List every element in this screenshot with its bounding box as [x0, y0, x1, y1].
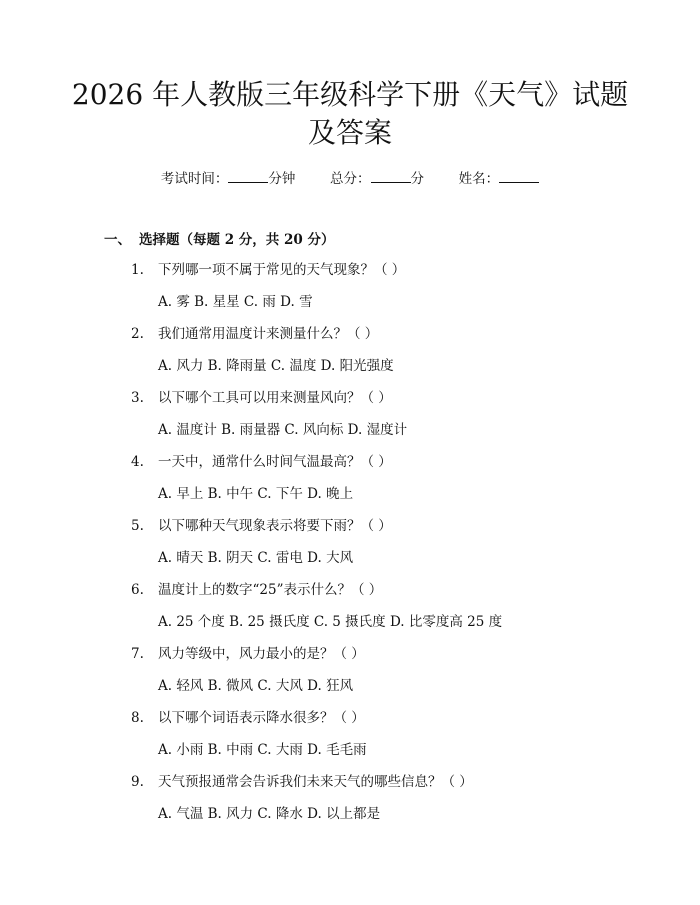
student-name-label: 姓名： — [458, 171, 500, 187]
total-score — [330, 169, 424, 188]
exam-time-unit: 分钟 — [268, 171, 296, 187]
question-number: 9. — [131, 774, 144, 790]
question-item — [0, 258, 700, 322]
document-title — [60, 76, 640, 152]
question-item — [0, 770, 700, 834]
question-list — [0, 258, 700, 834]
question-stem — [131, 453, 392, 471]
question-text: 以下哪种天气现象表示将要下雨？（ ） — [158, 518, 392, 534]
exam-time-label: 考试时间： — [160, 171, 229, 187]
student-name-blank — [499, 169, 539, 183]
question-number: 1. — [131, 262, 144, 278]
section-heading — [104, 231, 334, 249]
question-options: A. 晴天 B. 阴天 C. 雷电 D. 大风 — [158, 550, 354, 566]
question-text: 风力等级中，风力最小的是？（ ） — [158, 646, 365, 662]
question-number: 8. — [131, 710, 144, 726]
total-score-label: 总分： — [330, 171, 371, 187]
question-item — [0, 514, 700, 578]
section-title: 选择题（每题 2 分，共 20 分） — [139, 232, 335, 248]
student-name — [459, 169, 540, 188]
question-item — [0, 706, 700, 770]
question-item — [0, 642, 700, 706]
exam-time-blank — [228, 169, 268, 183]
question-stem — [131, 261, 405, 279]
question-options: A. 25 个度 B. 25 摄氏度 C. 5 摄氏度 D. 比零度高 25 度 — [158, 614, 503, 630]
question-number: 3. — [131, 390, 144, 406]
question-item — [0, 578, 700, 642]
question-item — [0, 386, 700, 450]
question-number: 2. — [131, 326, 144, 342]
exam-meta — [0, 169, 700, 188]
question-number: 4. — [131, 454, 144, 470]
question-number: 5. — [131, 518, 144, 534]
question-stem — [131, 773, 473, 791]
question-text: 下列哪一项不属于常见的天气现象？（ ） — [158, 262, 406, 278]
question-options: A. 雾 B. 星星 C. 雨 D. 雪 — [158, 294, 313, 310]
total-score-blank — [371, 169, 411, 183]
question-text: 天气预报通常会告诉我们未来天气的哪些信息？（ ） — [158, 774, 473, 790]
question-stem — [131, 389, 392, 407]
question-stem — [131, 325, 378, 343]
question-text: 温度计上的数字“25”表示什么？（ ） — [158, 582, 383, 598]
question-item — [0, 450, 700, 514]
question-options: A. 早上 B. 中午 C. 下午 D. 晚上 — [158, 486, 354, 502]
total-score-unit: 分 — [410, 171, 424, 187]
question-text: 我们通常用温度计来测量什么？（ ） — [158, 326, 379, 342]
question-options: A. 轻风 B. 微风 C. 大风 D. 狂风 — [158, 678, 354, 694]
question-text: 以下哪个工具可以用来测量风向？（ ） — [158, 390, 392, 406]
question-item — [0, 322, 700, 386]
question-options: A. 小雨 B. 中雨 C. 大雨 D. 毛毛雨 — [158, 742, 367, 758]
question-options: A. 风力 B. 降雨量 C. 温度 D. 阳光强度 — [158, 358, 394, 374]
question-stem — [131, 517, 392, 535]
question-options: A. 气温 B. 风力 C. 降水 D. 以上都是 — [158, 806, 381, 822]
question-text: 一天中，通常什么时间气温最高？（ ） — [158, 454, 392, 470]
question-options: A. 温度计 B. 雨量器 C. 风向标 D. 湿度计 — [158, 422, 408, 438]
question-stem — [131, 645, 365, 663]
question-stem — [131, 709, 365, 727]
question-number: 6. — [131, 582, 144, 598]
question-stem — [131, 581, 382, 599]
title-line-2: 及答案 — [307, 116, 392, 149]
question-number: 7. — [131, 646, 144, 662]
title-line-1: 2026 年人教版三年级科学下册《天气》试题 — [71, 78, 629, 111]
exam-time — [161, 169, 296, 188]
section-number: 一、 — [104, 232, 131, 248]
question-text: 以下哪个词语表示降水很多？（ ） — [158, 710, 365, 726]
